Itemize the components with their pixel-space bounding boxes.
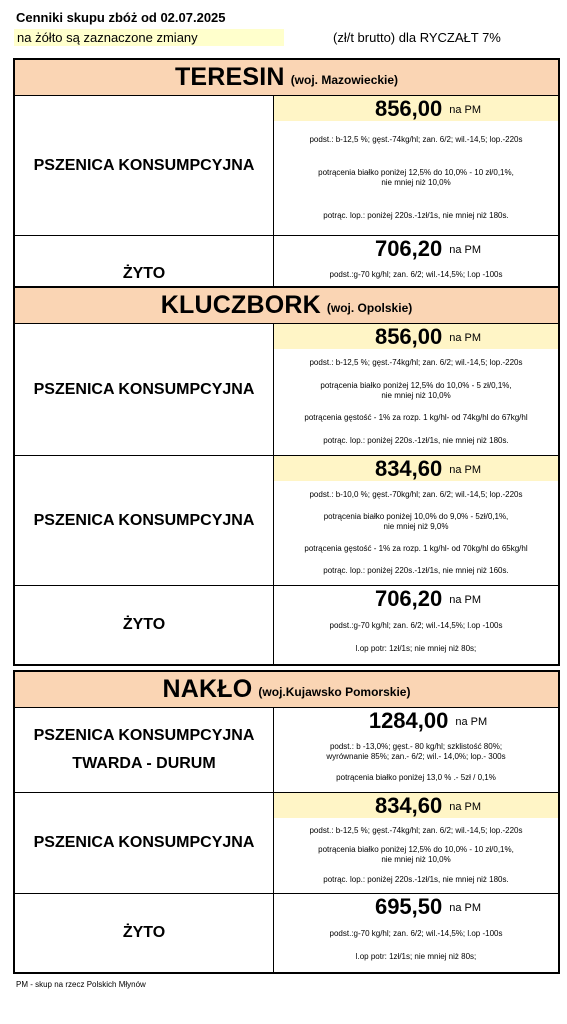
- product-row: [15, 96, 558, 236]
- location-city: NAKŁO: [162, 675, 253, 703]
- price-line: [274, 793, 558, 818]
- location-header: [15, 288, 558, 324]
- condition-text: podst.: b-12,5 %; gęst.-74kg/hl; zan. 6/2; wil.-14,5; lop.-220s: [309, 358, 523, 368]
- product-name: [15, 708, 274, 792]
- condition-text: podst.:g-70 kg/hl; zan. 6/2; wil.-14,5%; l.op -100s: [329, 928, 503, 938]
- price-value: 834,60: [374, 455, 443, 481]
- price-line: [274, 324, 558, 349]
- location-block: [13, 670, 560, 974]
- price-conditions: [274, 818, 558, 893]
- product-row: [15, 324, 558, 456]
- product-name-line: ŻYTO: [122, 924, 166, 941]
- price-conditions: [274, 733, 558, 792]
- price-value: 695,50: [374, 893, 443, 919]
- price-unit: na PM: [455, 715, 488, 728]
- price-conditions: [274, 611, 558, 664]
- condition-text: podst.:g-70 kg/hl; zan. 6/2; wil.-14,5%; l.op -100s: [329, 270, 503, 280]
- price-value: 1284,00: [368, 707, 449, 733]
- product-name-line: ŻYTO: [122, 616, 166, 633]
- price-value: 856,00: [374, 323, 443, 349]
- location-block: [13, 58, 560, 314]
- price-info: [274, 793, 558, 893]
- price-line: [274, 894, 558, 919]
- price-value: 834,60: [374, 792, 443, 818]
- price-line: [274, 236, 558, 261]
- location-block: [13, 286, 560, 666]
- price-value: 706,20: [374, 585, 443, 611]
- product-name: [15, 894, 274, 972]
- page-title: Cenniki skupu zbóż od 02.07.2025: [16, 10, 226, 25]
- condition-text: potrąc. lop.: poniżej 220s.-1zł/1s, nie mniej niż 180s.: [323, 435, 509, 445]
- product-name-line: PSZENICA KONSUMPCYJNA: [33, 727, 255, 744]
- product-row: [15, 894, 558, 972]
- product-row: [15, 708, 558, 793]
- product-row: [15, 456, 558, 586]
- product-name: [15, 96, 274, 235]
- price-unit: na PM: [449, 593, 482, 606]
- product-name-line: PSZENICA KONSUMPCYJNA: [33, 511, 255, 529]
- price-line: [274, 708, 558, 733]
- condition-text: podst.: b-12,5 %; gęst.-74kg/hl; zan. 6/2; wil.-14,5; lop.-220s: [309, 825, 523, 835]
- product-name-line: TWARDA - DURUM: [72, 755, 216, 772]
- condition-text: podst.: b-12,5 %; gęst.-74kg/hl; zan. 6/2; wil.-14,5; lop.-220s: [309, 135, 523, 145]
- product-row: [15, 586, 558, 664]
- product-name: [15, 456, 274, 585]
- condition-text: potrąc. lop.: poniżej 220s.-1zł/1s, nie mniej niż 160s.: [323, 566, 509, 575]
- product-row: [15, 793, 558, 894]
- condition-text: l.op potr: 1zł/1s; nie mniej niż 80s;: [355, 952, 477, 962]
- price-value: 706,20: [374, 235, 443, 261]
- price-info: [274, 96, 558, 235]
- price-unit: na PM: [449, 463, 482, 476]
- product-name-line: PSZENICA KONSUMPCYJNA: [33, 380, 255, 398]
- location-header: [15, 60, 558, 96]
- location-region: (woj. Opolskie): [326, 300, 413, 315]
- price-unit: na PM: [449, 331, 482, 344]
- price-conditions: [274, 481, 558, 585]
- condition-text: l.op potr: 1zł/1s; nie mniej niż 80s;: [355, 644, 477, 654]
- product-name: [15, 793, 274, 893]
- product-name-line: ŻYTO: [122, 265, 166, 282]
- price-value: 856,00: [374, 95, 443, 121]
- condition-text: potrącenia białko poniżej 12,5% do 10,0% - 10 zł/0,1%, nie mniej niż 10,0%: [318, 845, 514, 865]
- price-conditions: [274, 121, 558, 235]
- price-info: [274, 456, 558, 585]
- condition-text: podst.: b -13,0%; gęst.- 80 kg/hl; szklistość 80%; wyrównanie 85%; zan.- 6/2; wil.- 14,0%; lop.- 300s: [326, 741, 506, 761]
- price-line: [274, 586, 558, 611]
- price-info: [274, 708, 558, 792]
- price-unit: na PM: [449, 800, 482, 813]
- product-name-line: PSZENICA KONSUMPCYJNA: [33, 156, 255, 174]
- price-conditions: [274, 349, 558, 455]
- price-conditions: [274, 919, 558, 972]
- condition-text: podst.:g-70 kg/hl; zan. 6/2; wil.-14,5%; l.op -100s: [329, 620, 503, 630]
- changes-note: na żółto są zaznaczone zmiany: [14, 29, 284, 46]
- condition-text: potrącenia białko poniżej 13,0 % .- 5zł / 0,1%: [336, 773, 496, 783]
- price-unit: na PM: [449, 103, 482, 116]
- condition-text: potrąc. lop.: poniżej 220s.-1zł/1s, nie mniej niż 180s.: [323, 875, 509, 885]
- price-line: [274, 96, 558, 121]
- price-unit: na PM: [449, 901, 482, 914]
- price-line: [274, 456, 558, 481]
- condition-text: podst.: b-10,0 %; gęst.-70kg/hl; zan. 6/2; wil.-14,5; lop.-220s: [309, 490, 523, 499]
- location-region: (woj.Kujawsko Pomorskie): [258, 684, 411, 699]
- location-city: TERESIN: [174, 63, 285, 91]
- footer-note: PM - skup na rzecz Polskich Młynów: [16, 980, 146, 989]
- price-unit-note: (zł/t brutto) dla RYCZAŁT 7%: [333, 30, 501, 45]
- price-info: [274, 586, 558, 664]
- price-info: [274, 894, 558, 972]
- location-region: (woj. Mazowieckie): [290, 72, 399, 87]
- price-unit: na PM: [449, 243, 482, 256]
- condition-text: potrąc. lop.: poniżej 220s.-1zł/1s, nie mniej niż 180s.: [323, 210, 509, 220]
- location-city: KLUCZBORK: [160, 291, 321, 319]
- condition-text: potrącenia białko poniżej 10,0% do 9,0% - 5zł/0,1%, nie mniej niż 9,0%: [323, 512, 509, 531]
- condition-text: potrącenia gęstość - 1% za rozp. 1 kg/hl- od 74kg/hl do 67kg/hl: [304, 413, 528, 423]
- location-header: [15, 672, 558, 708]
- condition-text: potrącenia gęstość - 1% za rozp. 1 kg/hl- od 70kg/hl do 65kg/hl: [304, 544, 528, 553]
- product-name: [15, 586, 274, 664]
- product-name-line: PSZENICA KONSUMPCYJNA: [33, 834, 255, 851]
- condition-text: potrącenia białko poniżej 12,5% do 10,0% - 5 zł/0,1%, nie mniej niż 10,0%: [320, 380, 512, 400]
- product-name: [15, 324, 274, 455]
- condition-text: potrącenia białko poniżej 12,5% do 10,0% - 10 zł/0,1%, nie mniej niż 10,0%: [318, 167, 514, 187]
- price-info: [274, 324, 558, 455]
